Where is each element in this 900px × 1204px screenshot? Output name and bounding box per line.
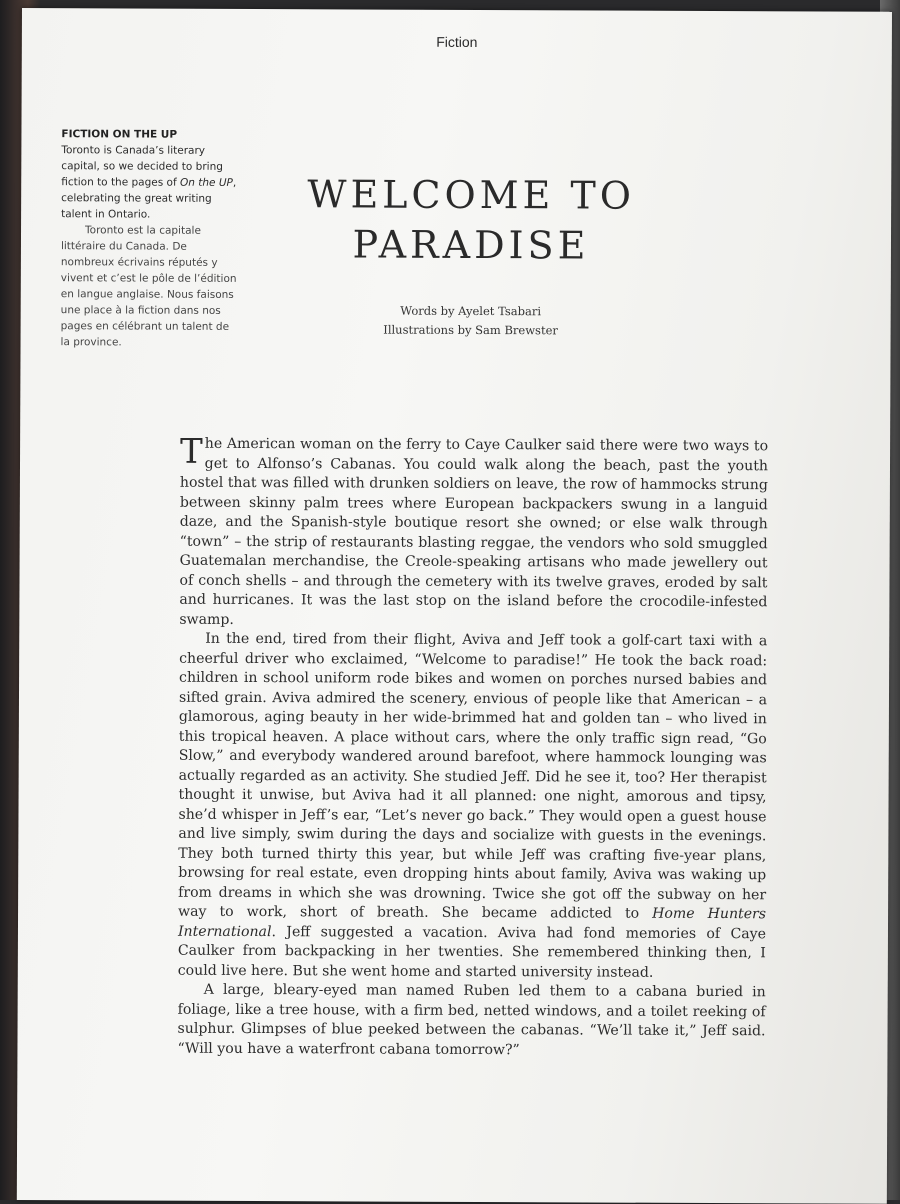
paragraph-2-italic: Home Hunters International [177,905,767,940]
article-body [177,431,769,1062]
title-line-1: WELCOME TO [307,172,636,218]
illustrator-credit: Illustrations by Sam Brewster [383,322,558,338]
sidebar-english-text [61,142,241,223]
paragraph-2-after: . Jeff suggested a vacation. Aviva had fond memories of Caye Caulker from backpacking in her twenties. She remembered thinking then, I could live here. But she went home and started university instead. [177,923,767,981]
magazine-page [17,8,892,1204]
section-label: Fiction [436,33,478,50]
article-title [291,169,651,271]
sidebar-english-after: , celebrating the great writing talent in Ontario. [61,176,237,221]
article-credits [351,301,591,340]
drop-cap: T [179,431,203,472]
title-line-2: PARADISE [352,222,590,268]
paragraph-2 [178,630,768,984]
paragraph-2-before: In the end, tired from their flight, Aviva and Jeff took a golf-cart taxi with a cheerful driver who exclaimed, “Welcome to paradise!” He took the back road: children in school uniform rode bikes and women on porches nursed babies and sifted grain. Aviva admired the scenery, envious of people like that American – a glamorous, aging beauty in her wide-brimmed hat and golden tan – who lived in this tropical heaven. A place without cars, where the only traffic sign read, “Go Slow,” and everybody wandered around barefoot, where hammock lounging was actually regarded as an activity. She studied Jeff. Did he see it, too? Her therapist thought it unwise, but Aviva had it all planned: one night, amorous and tipsy, she’d whisper in Jeff’s ear, “Let’s never go back.” They would open a guest house and live simply, swim during the days and socialize with guests in the evenings. They both turned thirty this year, but while Jeff was crafting five-year plans, browsing for real estate, even dropping hints about family, Aviva was waking up from dreams in which she was drowning. Twice she got off the subway on her way to work, short of breath. She became addicted to [178,630,768,922]
paragraph-1 [179,431,769,633]
sidebar-english-italic: On the UP [179,176,233,189]
sidebar-english-before: Toronto is Canada’s literary capital, so we decided to bring fiction to the pages of [61,144,223,189]
sidebar-intro [61,126,242,351]
byline: Words by Ayelet Tsabari [400,303,542,319]
paragraph-1-text: he American woman on the ferry to Caye Caulker said there were two ways to get to Alfonso’s Cabanas. You could walk along the beach, past the youth hostel that was filled with drunken soldiers on leave, the row of hammocks strung between skinny palm trees where European backpackers swung in a languid daze, and the Spanish-style boutique resort she owned; or else walk through “town” – the strip of restaurants blasting reggae, the vendors who sold smuggled Guatemalan merchandise, the Creole-speaking artisans who made jewellery out of conch shells – and through the cemetery with its twelve graves, eroded by salt and hurricanes. It was the last stop on the island before the crocodile-infested swamp. [179,435,769,628]
sidebar-french-text: Toronto est la capitale littéraire du Canada. De nombreux écrivains réputés y vivent et c’est le pôle de l’édition en langue anglaise. Nous faisons une place à la fiction dans nos pages en célébrant un talent de la province. [60,224,237,349]
sidebar-heading: FICTION ON THE UP [61,128,178,141]
paragraph-3: A large, bleary-eyed man named Ruben led them to a cabana buried in foliage, like a tree house, with a firm bed, netted windows, and a toilet reeking of sulphur. Glimpses of blue peeked between the cabanas. “We’ll take it,” Jeff said. “Will you have a waterfront cabana tomorrow?” [177,981,766,1058]
